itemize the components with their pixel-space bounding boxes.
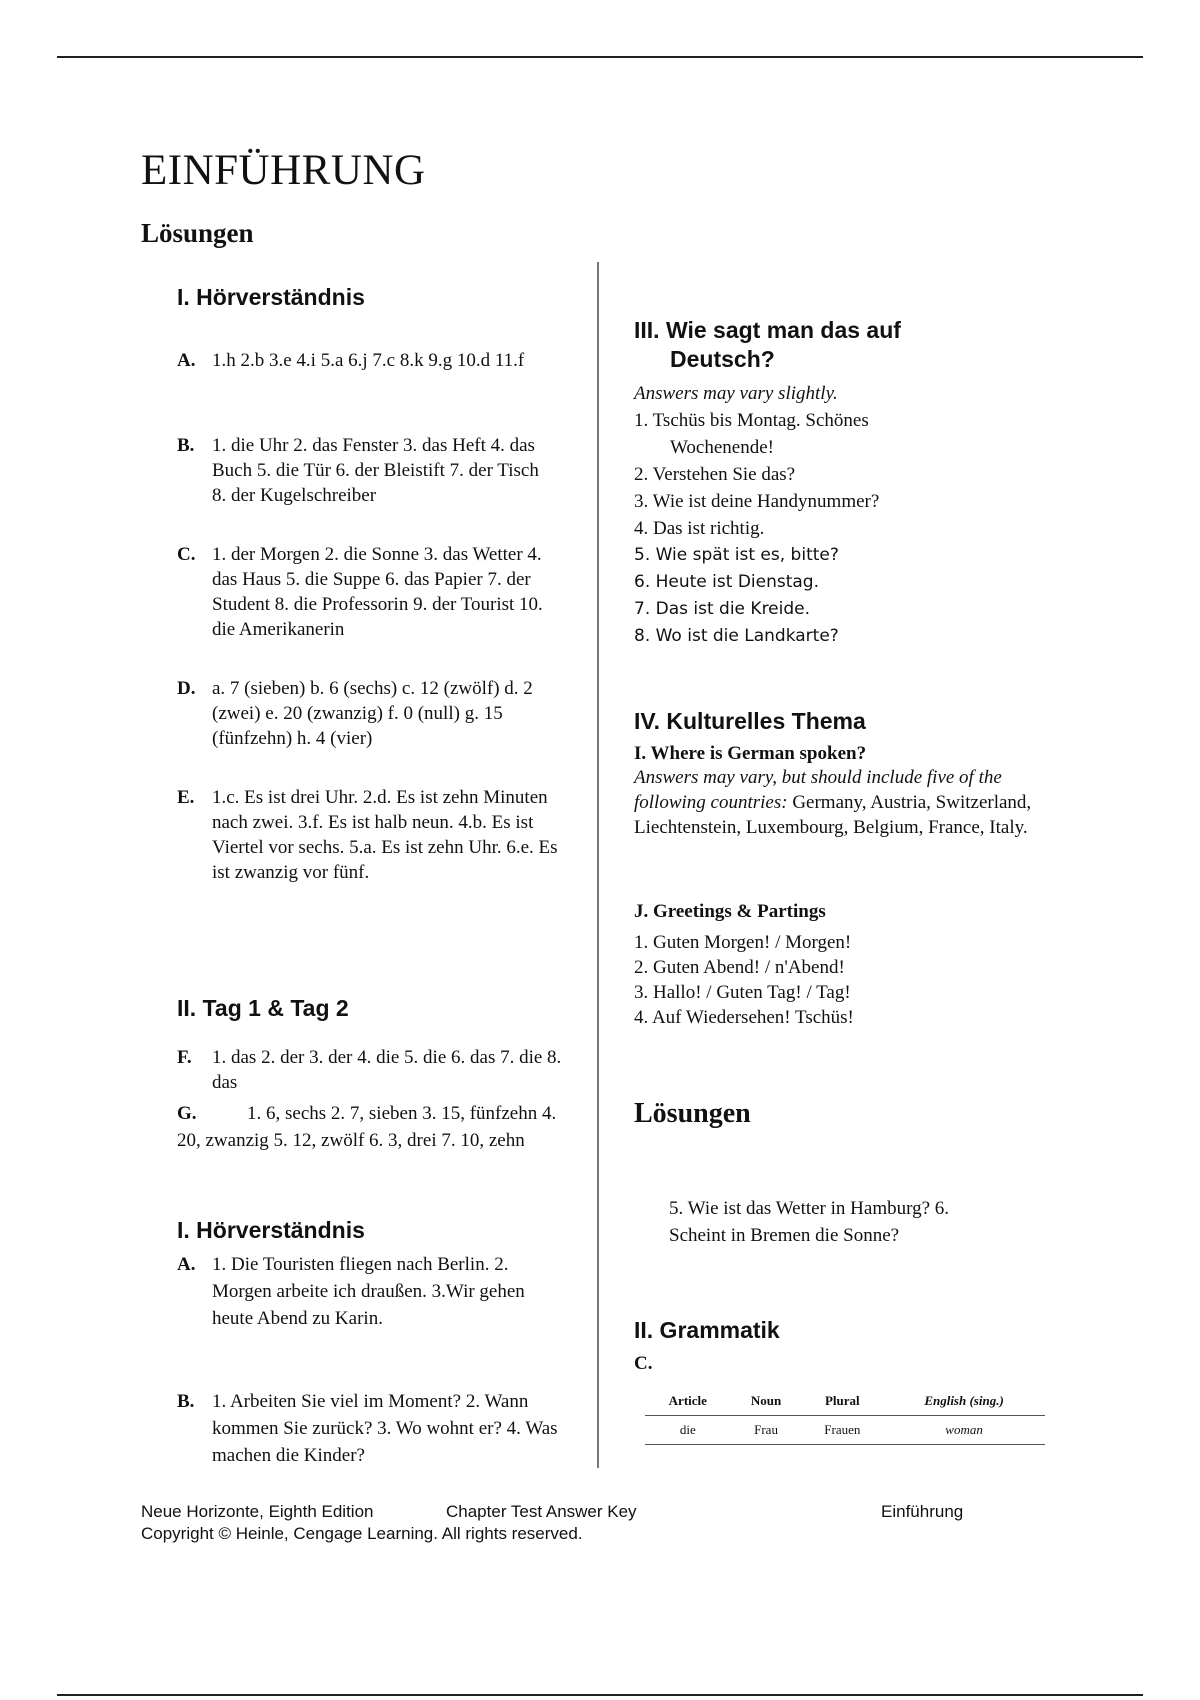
item-text: a. 7 (sieben) b. 6 (sechs) c. 12 (zwölf) d. 2 (zwei) e. 20 (zwanzig) f. 0 (null) g. 15 (fünfzehn) h. 4 (vier) <box>212 678 533 749</box>
section-grammatik-heading: II. Grammatik <box>634 1317 780 1343</box>
item-label: E. <box>177 787 195 808</box>
table-row <box>645 1416 1045 1445</box>
column-divider <box>597 262 599 1468</box>
answer-item-f <box>177 1045 567 1095</box>
heading-line-1: III. Wie sagt man das auf <box>634 317 901 343</box>
answer-line: 2. Verstehen Sie das? <box>634 464 796 485</box>
answer-item-b2 <box>177 1388 567 1469</box>
table-header: Article <box>668 1393 707 1408</box>
footer-copyright: Copyright © Heinle, Cengage Learning. All rights reserved. <box>141 1524 583 1543</box>
answer-item-c <box>177 542 567 642</box>
answer-line: 8. Wo ist die Landkarte? <box>634 626 839 646</box>
footer-doc-title: Chapter Test Answer Key <box>446 1502 637 1521</box>
bottom-rule <box>57 1694 1143 1696</box>
where-german-heading: I. Where is German spoken? <box>634 743 867 764</box>
item-text: 1. Die Touristen fliegen nach Berlin. 2. Morgen arbeite ich draußen. 3.Wir gehen heute Abend zu Karin. <box>212 1254 525 1329</box>
answer-line: 7. Das ist die Kreide. <box>634 599 811 619</box>
page-title: EINFÜHRUNG <box>141 147 426 194</box>
table-header: Noun <box>750 1393 782 1408</box>
section-horverstandnis-2-heading: I. Hörverständnis <box>177 1217 365 1243</box>
item-text: 1. die Uhr 2. das Fenster 3. das Heft 4. das Buch 5. die Tür 6. der Bleistift 7. der Tisch 8. der Kugelschreiber <box>212 435 539 506</box>
heading-line-2: Deutsch? <box>670 346 775 372</box>
page-subtitle: Lösungen <box>141 218 254 248</box>
answer-item-b <box>177 433 557 508</box>
losungen-heading-2: Lösungen <box>634 1098 751 1129</box>
section-horverstandnis-heading: I. Hörverständnis <box>177 284 365 310</box>
answer-line <box>634 407 934 461</box>
answer-text-cont: Wochenende! <box>670 437 774 458</box>
footer-chapter: Einführung <box>881 1502 964 1521</box>
item-label: G. <box>177 1103 197 1124</box>
countries-list: Germany, Austria, Switzerland, Liechtenstein, Luxembourg, Belgium, France, Italy. <box>634 792 1032 838</box>
top-rule <box>57 56 1143 58</box>
item-text: 1. Arbeiten Sie viel im Moment? 2. Wann kommen Sie zurück? 3. Wo wohnt er? 4. Was machen die Kinder? <box>212 1391 558 1466</box>
table-header: Plural <box>824 1393 860 1408</box>
answer-line: 6. Heute ist Dienstag. <box>634 572 819 592</box>
item-label: F. <box>177 1047 192 1068</box>
answer-line: 4. Das ist richtig. <box>634 518 765 539</box>
table-header: English (sing.) <box>924 1393 1004 1408</box>
greetings-answers <box>634 930 954 1030</box>
where-german-answer <box>634 765 1034 840</box>
item-label: A. <box>177 350 196 371</box>
table-cell: die <box>679 1422 696 1437</box>
footer-book-title: Neue Horizonte, Eighth Edition <box>141 1502 374 1521</box>
table-cell: Frauen <box>824 1422 861 1437</box>
item-label: C. <box>177 544 196 565</box>
answer-note: Answers may vary, but should include five of the following countries: <box>634 767 1002 813</box>
item-text: 1.h 2.b 3.e 4.i 5.a 6.j 7.c 8.k 9.g 10.d 11.f <box>212 350 525 371</box>
item-text: 1. 6, sechs 2. 7, sieben 3. 15, fünfzehn 4. 20, zwanzig 5. 12, zwölf 6. 3, drei 7. 10, zehn <box>177 1103 557 1151</box>
table-header-row <box>645 1387 1045 1416</box>
table-cell: Frau <box>754 1422 778 1437</box>
answer-item-g <box>177 1100 567 1154</box>
greeting-line: 3. Hallo! / Guten Tag! / Tag! <box>634 982 851 1003</box>
greeting-line: 1. Guten Morgen! / Morgen! <box>634 932 852 953</box>
losungen-answer: 5. Wie ist das Wetter in Hamburg? 6. Scheint in Bremen die Sonne? <box>669 1198 950 1246</box>
item-text: 1. das 2. der 3. der 4. die 5. die 6. das 7. die 8. das <box>212 1047 562 1093</box>
item-text: 1.c. Es ist drei Uhr. 2.d. Es ist zehn Minuten nach zwei. 3.f. Es ist halb neun. 4.b. Es ist Viertel vor sechs. 5.a. Es ist zehn Uhr. 6.e. Es ist zwanzig vor fünf. <box>212 787 558 883</box>
item-label: D. <box>177 678 196 699</box>
section-tag-heading: II. Tag 1 & Tag 2 <box>177 995 349 1021</box>
greeting-line: 4. Auf Wiedersehen! Tschüs! <box>634 1007 854 1028</box>
answer-item-a <box>177 348 557 373</box>
answer-item-a2 <box>177 1251 567 1332</box>
table-cell: woman <box>945 1422 983 1437</box>
greetings-heading: J. Greetings & Partings <box>634 901 826 922</box>
answer-item-d <box>177 676 567 751</box>
answer-line: 3. Wie ist deine Handynummer? <box>634 491 880 512</box>
answer-text: 1. Tschüs bis Montag. Schönes <box>634 410 869 431</box>
item-label: A. <box>177 1254 196 1275</box>
item-label: B. <box>177 435 195 456</box>
wie-sagt-answers <box>634 407 934 650</box>
grammar-table <box>645 1387 1045 1445</box>
section-kulturelles-heading: IV. Kulturelles Thema <box>634 708 866 734</box>
section-wie-sagt-heading <box>634 316 901 374</box>
answers-vary-note: Answers may vary slightly. <box>634 383 838 404</box>
answer-item-e <box>177 785 567 885</box>
answer-line: 5. Wie spät ist es, bitte? <box>634 545 839 565</box>
item-label: B. <box>177 1391 195 1412</box>
grammatik-item-label: C. <box>634 1353 653 1374</box>
greeting-line: 2. Guten Abend! / n'Abend! <box>634 957 845 978</box>
item-text: 1. der Morgen 2. die Sonne 3. das Wetter 4. das Haus 5. die Suppe 6. das Papier 7. der Student 8. die Professorin 9. der Tourist 10. die Amerikanerin <box>212 544 543 640</box>
